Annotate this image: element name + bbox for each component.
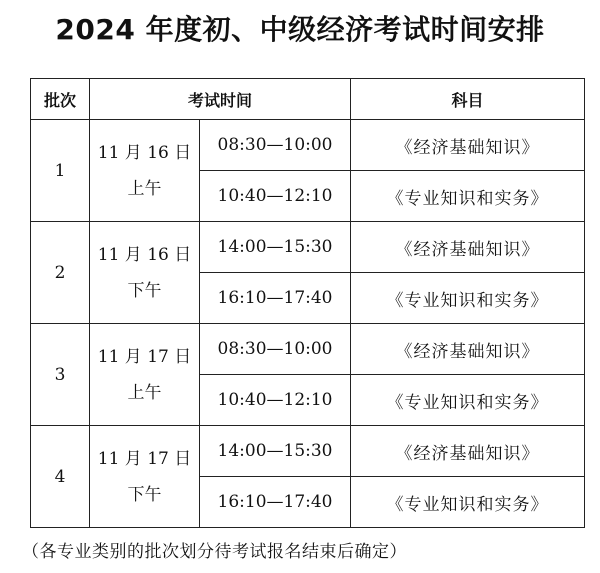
session-time: 16:10—17:40 bbox=[200, 273, 351, 324]
session-subject: 《专业知识和实务》 bbox=[351, 171, 585, 222]
exam-date-cell bbox=[90, 324, 200, 426]
batch-number: 2 bbox=[31, 222, 90, 324]
batch-number: 4 bbox=[31, 426, 90, 528]
session-subject: 《经济基础知识》 bbox=[351, 324, 585, 375]
exam-date-cell bbox=[90, 120, 200, 222]
exam-date: 11 月 16 日 bbox=[97, 142, 192, 163]
session-time: 16:10—17:40 bbox=[200, 477, 351, 528]
session-subject: 《专业知识和实务》 bbox=[351, 477, 585, 528]
session-subject: 《经济基础知识》 bbox=[351, 426, 585, 477]
header-batch: 批次 bbox=[31, 79, 90, 120]
table-row bbox=[31, 120, 585, 171]
exam-period: 上午 bbox=[127, 382, 162, 403]
footnote: （各专业类别的批次划分待考试报名结束后确定） bbox=[22, 542, 407, 562]
page-title: 2024 年度初、中级经济考试时间安排 bbox=[55, 13, 545, 46]
table-row bbox=[31, 426, 585, 477]
session-subject: 《专业知识和实务》 bbox=[351, 273, 585, 324]
session-time: 10:40—12:10 bbox=[200, 375, 351, 426]
exam-period: 下午 bbox=[127, 484, 162, 505]
exam-date-cell bbox=[90, 222, 200, 324]
session-time: 10:40—12:10 bbox=[200, 171, 351, 222]
session-subject: 《经济基础知识》 bbox=[351, 120, 585, 171]
exam-date-cell bbox=[90, 426, 200, 528]
header-time: 考试时间 bbox=[90, 79, 351, 120]
header-subject: 科目 bbox=[351, 79, 585, 120]
exam-schedule-table bbox=[30, 78, 585, 528]
table-row bbox=[31, 324, 585, 375]
batch-number: 1 bbox=[31, 120, 90, 222]
session-time: 14:00—15:30 bbox=[200, 426, 351, 477]
exam-date: 11 月 17 日 bbox=[97, 448, 192, 469]
exam-date: 11 月 17 日 bbox=[97, 346, 192, 367]
session-time: 08:30—10:00 bbox=[200, 324, 351, 375]
exam-period: 下午 bbox=[127, 280, 162, 301]
table-row bbox=[31, 222, 585, 273]
session-time: 14:00—15:30 bbox=[200, 222, 351, 273]
exam-date: 11 月 16 日 bbox=[97, 244, 192, 265]
batch-number: 3 bbox=[31, 324, 90, 426]
session-subject: 《经济基础知识》 bbox=[351, 222, 585, 273]
session-subject: 《专业知识和实务》 bbox=[351, 375, 585, 426]
exam-period: 上午 bbox=[127, 178, 162, 199]
table-header-row bbox=[31, 79, 585, 120]
session-time: 08:30—10:00 bbox=[200, 120, 351, 171]
